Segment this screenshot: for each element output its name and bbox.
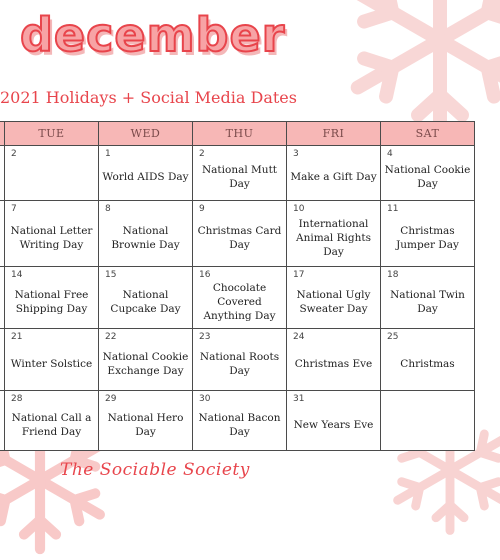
day-number: 9 [199,204,205,214]
day-header: WED [99,122,193,146]
day-header: TUE [5,122,99,146]
day-cell [5,267,99,329]
day-cell [381,146,475,201]
day-event: World AIDS Day [102,171,189,183]
day-number: 16 [199,270,211,280]
day-number: 28 [11,394,23,404]
day-event [0,277,1,326]
page-title: december [20,8,286,62]
day-cell [381,201,475,267]
day-event: National Ugly Sweater Day [296,288,371,315]
day-cell [5,329,99,391]
day-cell [287,391,381,451]
day-number: 21 [11,332,23,342]
day-cell [99,201,193,267]
day-event: Christmas [400,357,455,370]
day-cell [5,201,99,267]
day-event [0,339,1,388]
day-event [0,156,1,198]
day-number: 14 [11,270,23,280]
day-cell [287,201,381,267]
day-event: Christmas Jumper Day [396,224,459,251]
day-number: 7 [11,204,17,214]
day-cell [99,146,193,201]
day-cell [5,391,99,451]
day-header: SAT [381,122,475,146]
day-event: National Cupcake Day [110,288,181,315]
day-event: Chocolate Covered Anything Day [203,281,276,322]
day-cell [287,267,381,329]
day-event: National Brownie Day [111,224,180,251]
day-number: 29 [105,394,117,404]
day-number: 2 [11,149,17,159]
day-cell [193,391,287,451]
day-number: 25 [387,332,399,342]
day-cell [381,391,475,451]
day-cell [287,329,381,391]
day-event: Make a Gift Day [290,171,377,183]
day-event: National Cookie Exchange Day [102,350,189,377]
day-event: International Animal Rights Day [296,217,371,258]
day-header: FRI [287,122,381,146]
day-event: National Mutt Day [201,164,278,190]
day-number: 30 [199,394,211,404]
day-cell [381,329,475,391]
day-cell [99,329,193,391]
day-cell [99,267,193,329]
calendar-grid [0,121,475,451]
day-number: 31 [293,394,305,404]
day-cell [381,267,475,329]
day-event: National Free Shipping Day [14,288,89,315]
day-number: 17 [293,270,305,280]
day-number: 2 [199,149,205,159]
day-number: 1 [105,149,111,159]
day-cell [287,146,381,201]
day-number: 10 [293,204,305,214]
day-number: 4 [387,149,393,159]
day-number: 24 [293,332,305,342]
day-number: 8 [105,204,111,214]
day-event: National Call a Friend Day [11,411,92,438]
day-event: National Twin Day [390,288,465,315]
day-number: 22 [105,332,117,342]
day-event [384,401,471,448]
day-event: National Cookie Day [384,164,471,190]
day-cell [193,267,287,329]
day-event: Christmas Card Day [197,224,282,251]
brand-signature: The Sociable Society [60,460,250,480]
day-cell [193,146,287,201]
day-event [0,211,1,264]
day-event [0,401,1,448]
day-event: Winter Solstice [10,357,93,370]
day-event: National Bacon Day [198,411,281,438]
day-event: National Roots Day [199,350,280,377]
day-number: 18 [387,270,399,280]
day-number: 23 [199,332,211,342]
day-cell [5,146,99,201]
day-cell [99,391,193,451]
day-event: National Letter Writing Day [10,224,93,251]
day-number: 15 [105,270,117,280]
day-header: THU [193,122,287,146]
day-event: Christmas Eve [294,357,373,370]
day-number: 11 [387,204,399,214]
day-cell [193,201,287,267]
day-event: New Years Eve [293,418,374,431]
page-subtitle: 2021 Holidays + Social Media Dates [0,88,297,107]
day-cell [193,329,287,391]
day-event: National Hero Day [107,411,184,438]
day-event [8,156,95,198]
day-number: 3 [293,149,299,159]
